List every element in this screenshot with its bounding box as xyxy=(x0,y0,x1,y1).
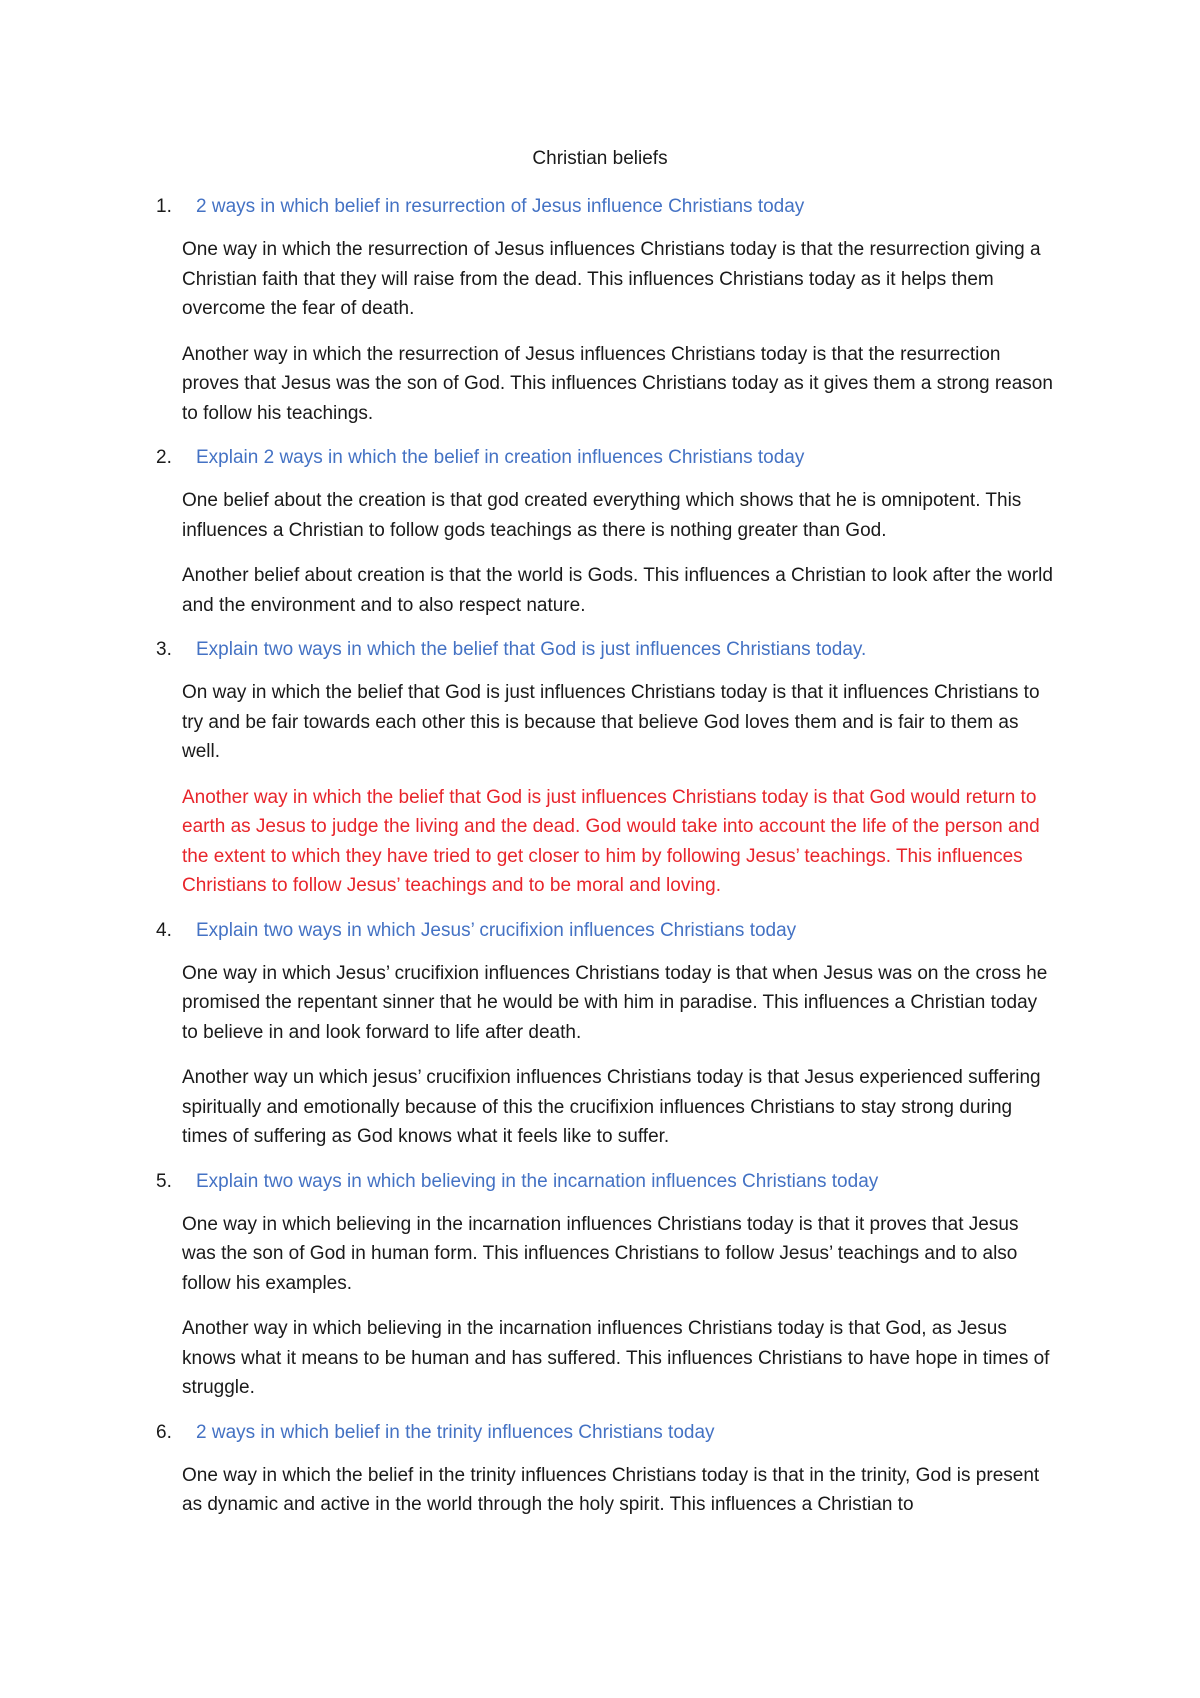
question-number: 1. xyxy=(156,196,172,217)
question-number: 2. xyxy=(156,447,172,468)
answer-paragraph: One way in which Jesus’ crucifixion influences Christians today is that when Jesus was on the cross he promised the repentant sinner that he would be with him in paradise. This influences a Christian today to believe in and look forward to life after death. xyxy=(182,962,1048,1043)
document-title: Christian beliefs xyxy=(532,148,668,169)
answer-paragraph: Another way in which the resurrection of Jesus influences Christians today is that the resurrection proves that Jesus was the son of God. This influences Christians today as it gives them a strong reason to follow his teachings. xyxy=(182,343,1053,424)
question-heading xyxy=(156,917,1056,945)
document-body xyxy=(156,193,1056,1536)
question-text: Explain 2 ways in which the belief in creation influences Christians today xyxy=(196,447,805,468)
question-text: Explain two ways in which believing in the incarnation influences Christians today xyxy=(196,1170,879,1192)
answer-paragraph: On way in which the belief that God is just influences Christians today is that it influences Christians to try and be fair towards each other this is because that believe God loves them and is fair to them as well. xyxy=(182,682,1040,762)
question-number: 4. xyxy=(156,919,172,941)
answer-paragraph: Another way un which jesus’ crucifixion influences Christians today is that Jesus experienced suffering spiritually and emotionally because of this the crucifixion influences Christians to stay strong during times of suffering as God knows what it feels like to suffer. xyxy=(182,1067,1041,1147)
question-number: 6. xyxy=(156,1421,172,1443)
question-heading xyxy=(156,1419,1056,1447)
question-number: 3. xyxy=(156,639,172,660)
answer-paragraph: Another belief about creation is that the world is Gods. This influences a Christian to look after the world and the environment and to also respect nature. xyxy=(182,565,1053,616)
question-heading xyxy=(156,1168,1056,1196)
answer-paragraph: Another way in which believing in the incarnation influences Christians today is that God, as Jesus knows what it means to be human and has suffered. This influences Christians to have hope in times of struggle. xyxy=(182,1318,1050,1398)
question-heading xyxy=(156,636,1056,664)
question-text: 2 ways in which belief in resurrection of Jesus influence Christians today xyxy=(196,196,805,217)
question-text: Explain two ways in which the belief that God is just influences Christians today. xyxy=(196,639,867,660)
answer-paragraph: One way in which believing in the incarnation influences Christians today is that it proves that Jesus was the son of God in human form. This influences Christians to follow Jesus’ teachings and to also follow his examples. xyxy=(182,1213,1019,1294)
answer-paragraph: One belief about the creation is that god created everything which shows that he is omnipotent. This influences a Christian to follow gods teachings as there is nothing greater than God. xyxy=(182,490,1022,541)
question-text: Explain two ways in which Jesus’ crucifixion influences Christians today xyxy=(196,919,797,941)
highlighted-answer-paragraph: Another way in which the belief that God is just influences Christians today is that God would return to earth as Jesus to judge the living and the dead. God would take into account the life of the person and the extent to which they have tried to get closer to him by following Jesus’ teachings. This influences Christians to follow Jesus’ teachings and to be moral and loving. xyxy=(182,786,1040,896)
answer-paragraph: One way in which the belief in the trinity influences Christians today is that in the trinity, God is present as dynamic and active in the world through the holy spirit. This influences a Christian to xyxy=(182,1464,1040,1515)
question-text: 2 ways in which belief in the trinity influences Christians today xyxy=(196,1421,715,1443)
question-heading xyxy=(156,193,1056,221)
question-heading xyxy=(156,444,1056,472)
answer-paragraph: One way in which the resurrection of Jesus influences Christians today is that the resurrection giving a Christian faith that they will raise from the dead. This influences Christians today as it helps them overcome the fear of death. xyxy=(182,239,1041,319)
question-number: 5. xyxy=(156,1170,172,1192)
